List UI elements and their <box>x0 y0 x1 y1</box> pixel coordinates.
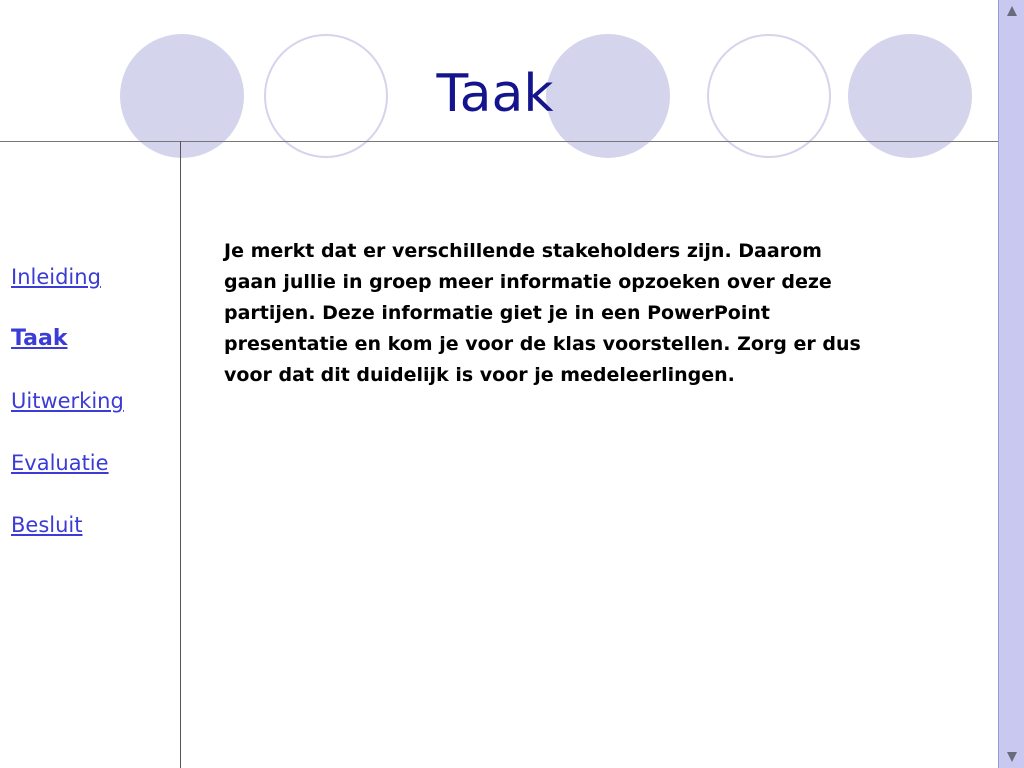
task-description: Je merkt dat er verschillende stakeholders zijn. Daarom gaan jullie in groep meer informatie opzoeken over deze partijen. Deze informatie giet je in een PowerPoint presentatie en kom je voor de klas voorstellen. Zorg er dus voor dat dit duidelijk is voor je medeleerlingen. <box>224 240 861 386</box>
vertical-scrollbar[interactable] <box>998 0 1024 768</box>
slide-title: Taak <box>436 64 554 124</box>
scroll-up-button[interactable] <box>999 0 1024 22</box>
nav-link-taak[interactable]: Taak <box>11 326 68 351</box>
sidebar-nav <box>11 262 124 572</box>
sidebar-divider <box>180 141 181 768</box>
nav-link-inleiding[interactable]: Inleiding <box>11 265 101 289</box>
triangle-up-icon <box>1006 5 1018 17</box>
nav-link-uitwerking[interactable]: Uitwerking <box>11 389 124 413</box>
nav-link-besluit[interactable]: Besluit <box>11 513 83 537</box>
triangle-down-icon <box>1006 751 1018 763</box>
nav-link-evaluatie[interactable]: Evaluatie <box>11 451 109 475</box>
header-divider <box>0 141 998 142</box>
scroll-down-button[interactable] <box>999 746 1024 768</box>
